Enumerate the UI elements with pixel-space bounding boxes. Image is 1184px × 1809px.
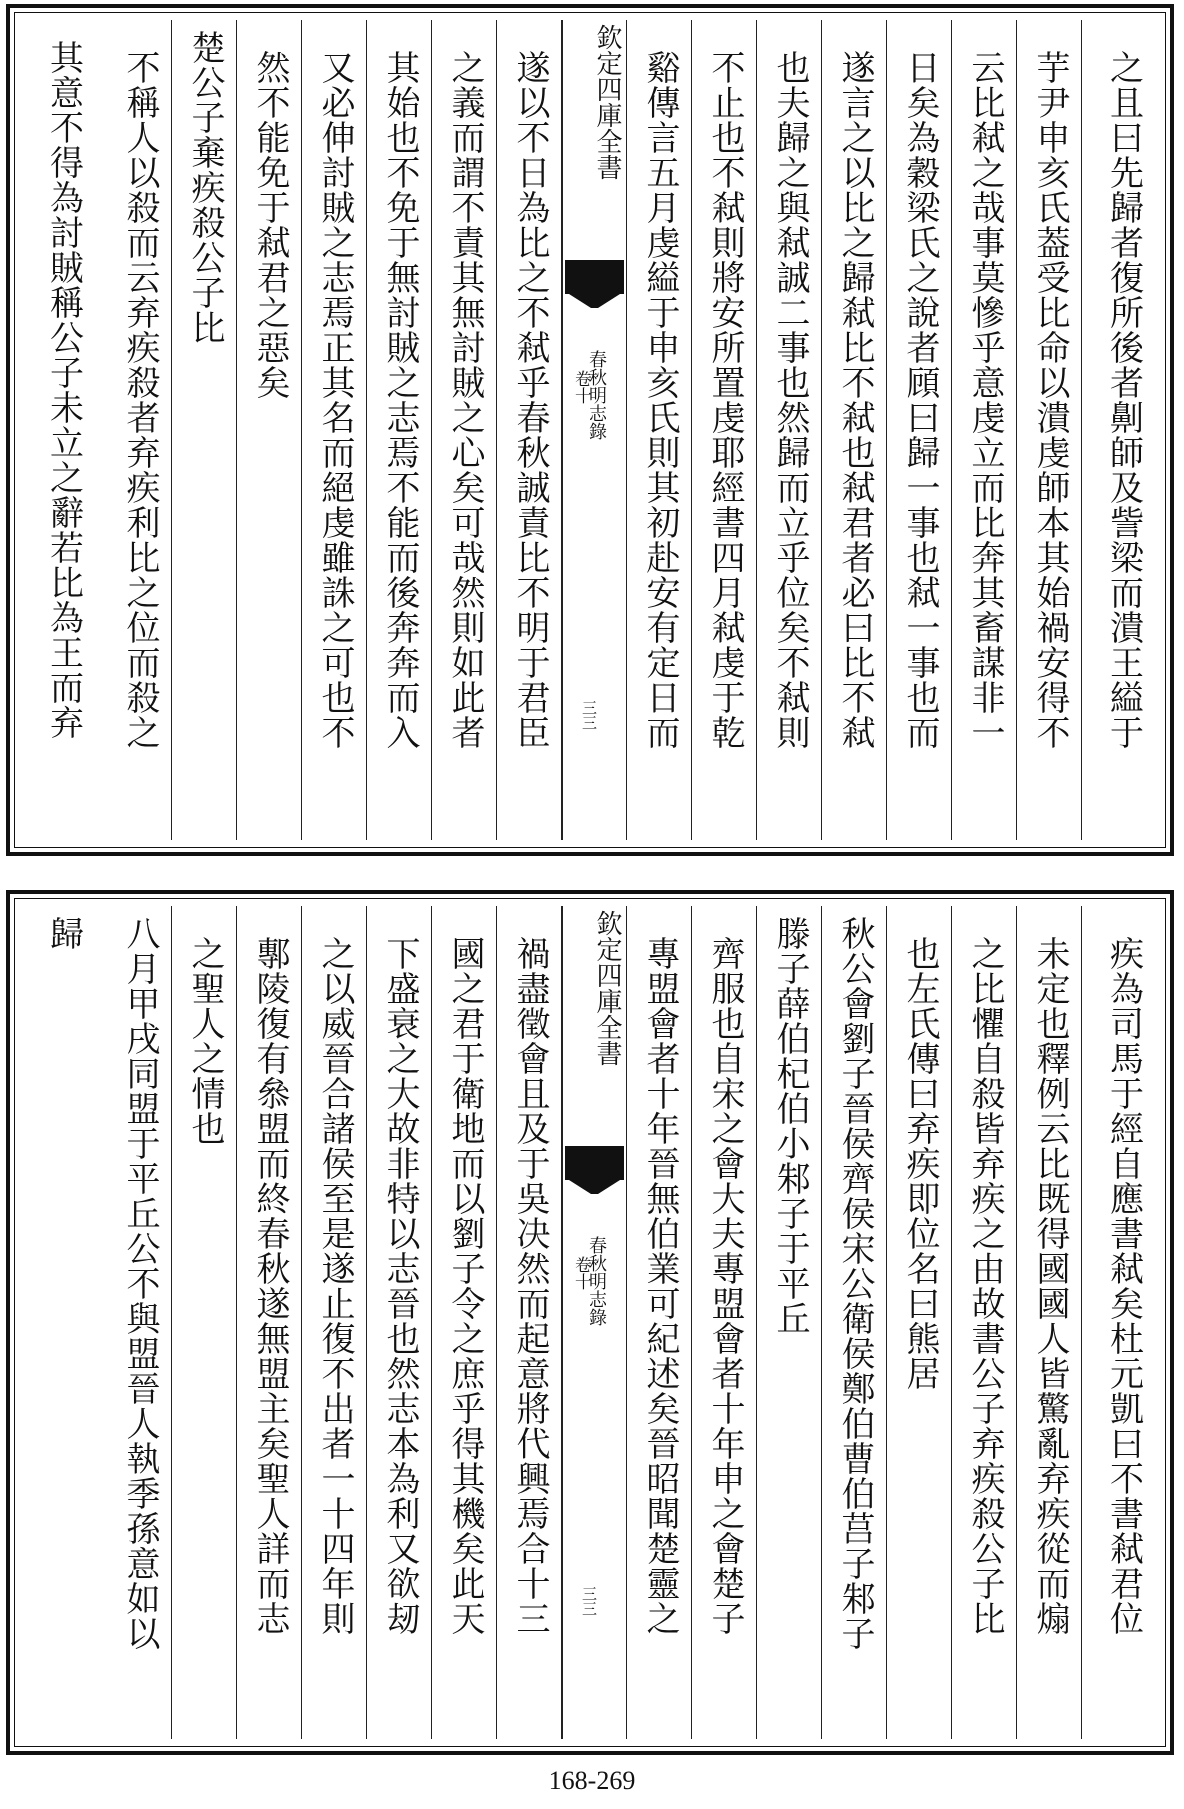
- text-column: [627, 906, 692, 1739]
- page-footer-number: 168-269: [548, 1766, 636, 1795]
- text-column: [822, 906, 887, 1739]
- text-column: [627, 20, 692, 840]
- column-text: 芋尹申亥氏葢受比命以潰虔師本其始禍安得不: [1030, 50, 1070, 750]
- column-text: 鄟陵復有叅盟而終春秋遂無盟主矣聖人詳而志: [250, 936, 290, 1636]
- column-text: 之聖人之情也: [185, 936, 225, 1146]
- text-column: [20, 906, 107, 1739]
- column-text: 遂言之以比之歸弒比不弒也弒君者必曰比不弒: [835, 50, 875, 750]
- text-column: [887, 906, 952, 1739]
- text-column: [692, 20, 757, 840]
- column-text: 之以威晉合諸侯至是遂止復不出者一十四年則: [315, 936, 355, 1636]
- page-gutter: [562, 906, 627, 1739]
- column-text: 楚公子棄疾殺公子比: [185, 30, 225, 345]
- column-text: 八月甲戌同盟于平丘公不與盟晉人執季孫意如以: [120, 916, 160, 1651]
- gutter-title: 欽定四庫全書: [592, 24, 622, 180]
- column-text: 遂以不日為比之不弒乎春秋誠責比不明于君臣: [510, 50, 550, 750]
- gutter-book-title: 春秋明志錄: [586, 350, 607, 440]
- text-column: [302, 20, 367, 840]
- text-column: [1082, 906, 1166, 1739]
- page-gutter: [562, 20, 627, 840]
- text-column: [172, 906, 237, 1739]
- text-column: [237, 20, 302, 840]
- column-text: 然不能免于弒君之惡矣: [250, 50, 290, 400]
- text-column: [1017, 20, 1082, 840]
- gutter-volume: 卷十: [571, 1256, 591, 1290]
- column-text: 歸: [43, 916, 84, 951]
- column-text: 之義而謂不責其無討賊之心矣可哉然則如此者: [445, 50, 485, 750]
- page-panel-bottom: [6, 890, 1174, 1755]
- column-text: 也夫歸之與弒誠二事也然歸而立乎位矣不弒則: [770, 50, 810, 750]
- text-column: [107, 906, 172, 1739]
- text-column: [822, 20, 887, 840]
- gutter-title: 欽定四庫全書: [592, 910, 622, 1066]
- column-text: 其始也不免于無討賊之志焉不能而後奔奔而入: [380, 50, 420, 750]
- text-column: [952, 20, 1017, 840]
- text-column: [302, 906, 367, 1739]
- text-column: [692, 906, 757, 1739]
- text-column: [107, 20, 172, 840]
- column-text: 秋公會劉子晉侯齊侯宋公衛侯鄭伯曹伯莒子邾子: [835, 916, 875, 1651]
- column-text: 專盟會者十年晉無伯業可紀述矣晉昭聞楚靈之: [640, 936, 680, 1636]
- column-text: 禍盡徵會且及于吳决然而起意將代興焉合十三: [510, 936, 550, 1636]
- fishtail-mark: [565, 260, 624, 294]
- column-text: 日矣為穀梁氏之說者頋曰歸一事也弒一事也而: [900, 50, 940, 750]
- column-text: 谿傳言五月虔縊于申亥氏則其初赴安有定日而: [640, 50, 680, 750]
- text-column: [432, 20, 497, 840]
- text-column: [497, 906, 562, 1739]
- column-text: 又必伸討賊之志焉正其名而絕虔雖誅之可也不: [315, 50, 355, 750]
- text-column: [497, 20, 562, 840]
- column-text: 疾為司馬于經自應書弒矣杜元凱曰不書弒君位: [1103, 936, 1144, 1636]
- text-column: [367, 20, 432, 840]
- column-text: 不止也不弒則將安所置虔耶經書四月弒虔于乾: [705, 50, 745, 750]
- column-text: 云比弒之哉事莫慘乎意虔立而比奔其畜謀非一: [965, 50, 1005, 750]
- page-panel-top: [6, 4, 1174, 856]
- column-text: 也左氏傳曰弃疾即位名曰熊居: [900, 936, 940, 1391]
- text-column: [952, 906, 1017, 1739]
- gutter-volume: 卷十: [571, 370, 591, 404]
- text-column: [757, 906, 822, 1739]
- gutter-page-number: 三三: [580, 1586, 598, 1616]
- text-column: [237, 906, 302, 1739]
- text-column: [1082, 20, 1166, 840]
- text-column: [367, 906, 432, 1739]
- text-column: [172, 20, 237, 840]
- text-column: [757, 20, 822, 840]
- text-column: [1017, 906, 1082, 1739]
- column-text: 國之君于衛地而以劉子令之庶乎得其機矣此天: [445, 936, 485, 1636]
- fishtail-mark: [565, 1146, 624, 1180]
- column-text: 滕子薛伯杞伯小邾子于平丘: [770, 916, 810, 1336]
- text-column: [432, 906, 497, 1739]
- column-text: 之且曰先歸者復所後者劓師及訾梁而潰王縊于: [1103, 50, 1144, 750]
- text-column: [887, 20, 952, 840]
- gutter-page-number: 三三: [580, 700, 598, 730]
- column-text: 下盛衰之大故非特以志晉也然志本為利又欲刼: [380, 936, 420, 1636]
- column-text: 其意不得為討賊稱公子未立之辭若比為王而弃: [43, 40, 84, 740]
- column-text: 之比懼自殺皆弃疾之由故書公子弃疾殺公子比: [965, 936, 1005, 1636]
- text-column: [20, 20, 107, 840]
- column-text: 齊服也自宋之會大夫專盟會者十年申之會楚子: [705, 936, 745, 1636]
- column-text: 不稱人以殺而云弃疾殺者弃疾利比之位而殺之: [120, 50, 160, 750]
- gutter-book-title: 春秋明志錄: [586, 1236, 607, 1326]
- column-text: 未定也釋例云比既得國國人皆驚亂弃疾從而煽: [1030, 936, 1070, 1636]
